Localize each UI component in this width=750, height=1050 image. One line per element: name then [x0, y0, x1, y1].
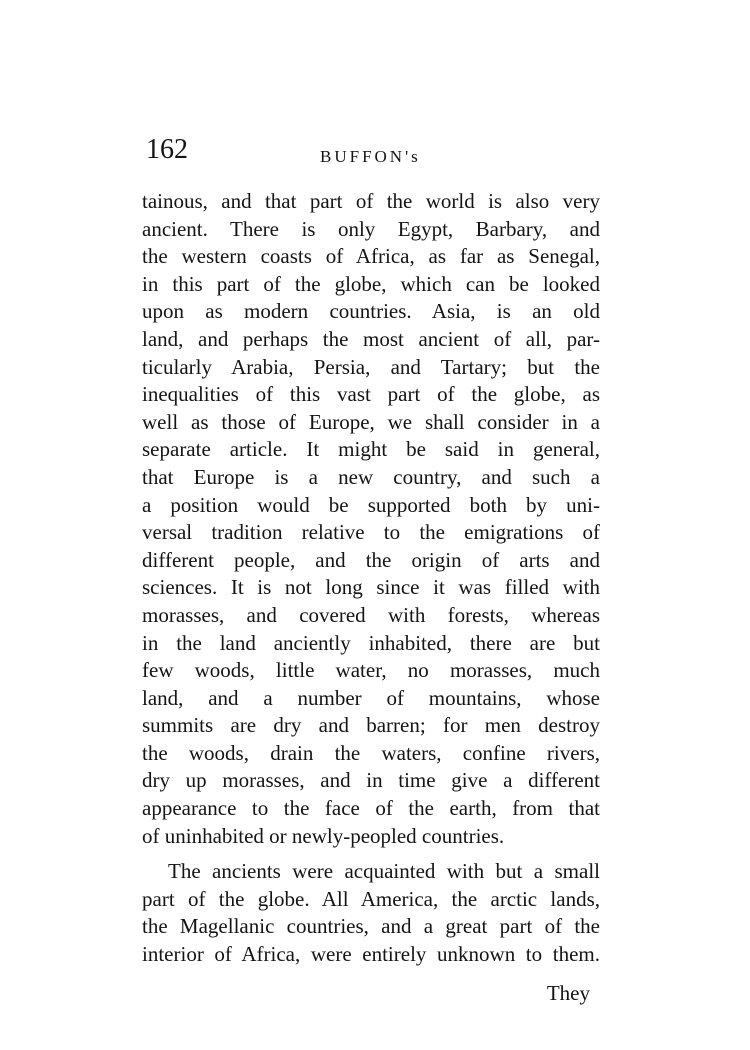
text-line: different people, and the origin of arts and: [142, 547, 600, 572]
text-line: inequalities of this vast part of the globe, as: [142, 382, 600, 407]
text-line: part of the globe. All America, the arctic lands,: [142, 886, 600, 911]
text-line: land, and a number of mountains, whose: [142, 685, 600, 710]
text-line: few woods, little water, no morasses, much: [142, 658, 600, 683]
text-line: separate article. It might be said in general,: [142, 437, 600, 462]
paragraph-2: [142, 858, 600, 968]
text-line: appearance to the face of the earth, from that: [142, 796, 600, 821]
text-line: in the land anciently inhabited, there are but: [142, 630, 600, 655]
text-line: versal tradition relative to the emigrations of: [142, 520, 600, 545]
text-line: the Magellanic countries, and a great part of the: [142, 914, 600, 939]
text-line: the woods, drain the waters, confine rivers,: [142, 740, 600, 765]
body-text: [142, 188, 600, 969]
catchword: They: [546, 981, 590, 1005]
paragraph-gap: [142, 850, 600, 858]
text-line: sciences. It is not long since it was filled with: [142, 575, 600, 600]
text-line: the western coasts of Africa, as far as Senegal,: [142, 244, 600, 269]
text-line: tainous, and that part of the world is also very: [142, 189, 600, 213]
text-line: morasses, and covered with forests, whereas: [142, 602, 600, 627]
text-line: summits are dry and barren; for men destroy: [142, 713, 600, 738]
text-line: land, and perhaps the most ancient of all, par-: [142, 326, 600, 351]
text-line: in this part of the globe, which can be looked: [142, 271, 600, 296]
text-line: ticularly Arabia, Persia, and Tartary; but the: [142, 354, 600, 379]
text-line: ancient. There is only Egypt, Barbary, and: [142, 216, 600, 241]
text-line: upon as modern countries. Asia, is an old: [142, 299, 600, 324]
text-line: that Europe is a new country, and such a: [142, 464, 600, 489]
text-line: a position would be supported both by uni-: [142, 492, 600, 517]
page-number: 162: [146, 134, 188, 165]
text-line: dry up morasses, and in time give a different: [142, 768, 600, 793]
text-line: of uninhabited or newly-peopled countries.: [142, 823, 505, 848]
running-head: BUFFON's: [320, 147, 421, 166]
text-line: The ancients were acquainted with but a small: [168, 859, 600, 884]
text-line: well as those of Europe, we shall consider in a: [142, 409, 600, 434]
paragraph-1: [142, 188, 600, 850]
text-line: interior of Africa, were entirely unknown to them.: [142, 942, 600, 967]
